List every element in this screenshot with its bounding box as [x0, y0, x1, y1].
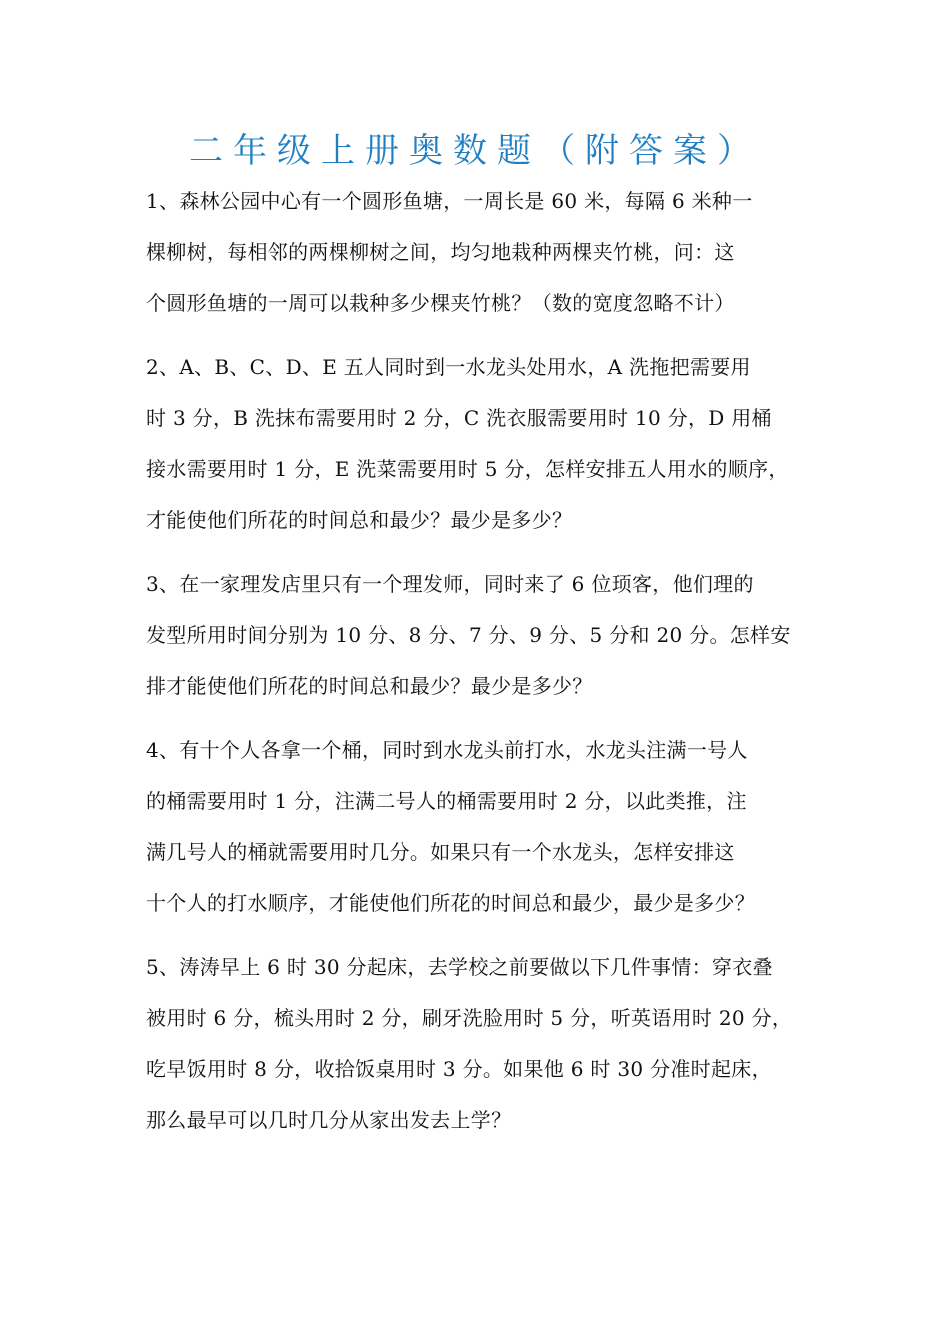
question-line: 5、涛涛早上 6 时 30 分起床，去学校之前要做以下几件事情：穿衣叠 — [146, 955, 773, 979]
question-line: 那么最早可以几时几分从家出发去上学？ — [146, 1108, 512, 1132]
question-line: 才能使他们所花的时间总和最少？最少是多少？ — [146, 508, 573, 532]
question-line: 棵柳树，每相邻的两棵柳树之间，均匀地栽种两棵夹竹桃，问：这 — [146, 240, 735, 264]
question-line: 3、在一家理发店里只有一个理发师，同时来了 6 位顼客，他们理的 — [146, 572, 754, 596]
question-line: 十个人的打水顺序，才能使他们所花的时间总和最少，最少是多少？ — [146, 891, 755, 915]
question-line: 4、有十个人各拿一个桶，同时到水龙头前打水，水龙头注满一号人 — [146, 738, 748, 762]
question-list — [146, 176, 826, 1159]
question-line: 的桶需要用时 1 分，注满二号人的桶需要用时 2 分，以此类推，注 — [146, 789, 747, 813]
question-line: 吃早饭用时 8 分，收拾饭桌用时 3 分。如果他 6 时 30 分准时起床， — [146, 1057, 772, 1081]
question-line: 发型所用时间分别为 10 分、8 分、7 分、9 分、5 分和 20 分。怎样安 — [146, 623, 791, 647]
question-line: 个圆形鱼塘的一周可以栽种多少棵夹竹桃？（数的宽度忽略不计） — [146, 291, 735, 315]
question-line: 时 3 分，B 洗抹布需要用时 2 分，C 洗衣服需要用时 10 分，D 用桶 — [146, 406, 772, 430]
question-5 — [146, 942, 826, 1146]
question-2 — [146, 342, 826, 546]
question-1 — [146, 176, 826, 329]
question-line: 2、A、B、C、D、E 五人同时到一水龙头处用水，A 洗拖把需要用 — [146, 355, 751, 379]
question-line: 满几号人的桶就需要用时几分。如果只有一个水龙头，怎样安排这 — [146, 840, 735, 864]
question-line: 排才能使他们所花的时间总和最少？最少是多少？ — [146, 674, 593, 698]
question-line: 接水需要用时 1 分，E 洗菜需要用时 5 分，怎样安排五人用水的顺序， — [146, 457, 789, 481]
question-3 — [146, 559, 826, 712]
question-4 — [146, 725, 826, 929]
document-title: 二年级上册奥数题（附答案） — [189, 131, 761, 171]
question-line: 1、森林公园中心有一个圆形鱼塘，一周长是 60 米，每隔 6 米种一 — [146, 189, 753, 213]
question-line: 被用时 6 分，梳头用时 2 分，刷牙洗脸用时 5 分，听英语用时 20 分， — [146, 1006, 793, 1030]
